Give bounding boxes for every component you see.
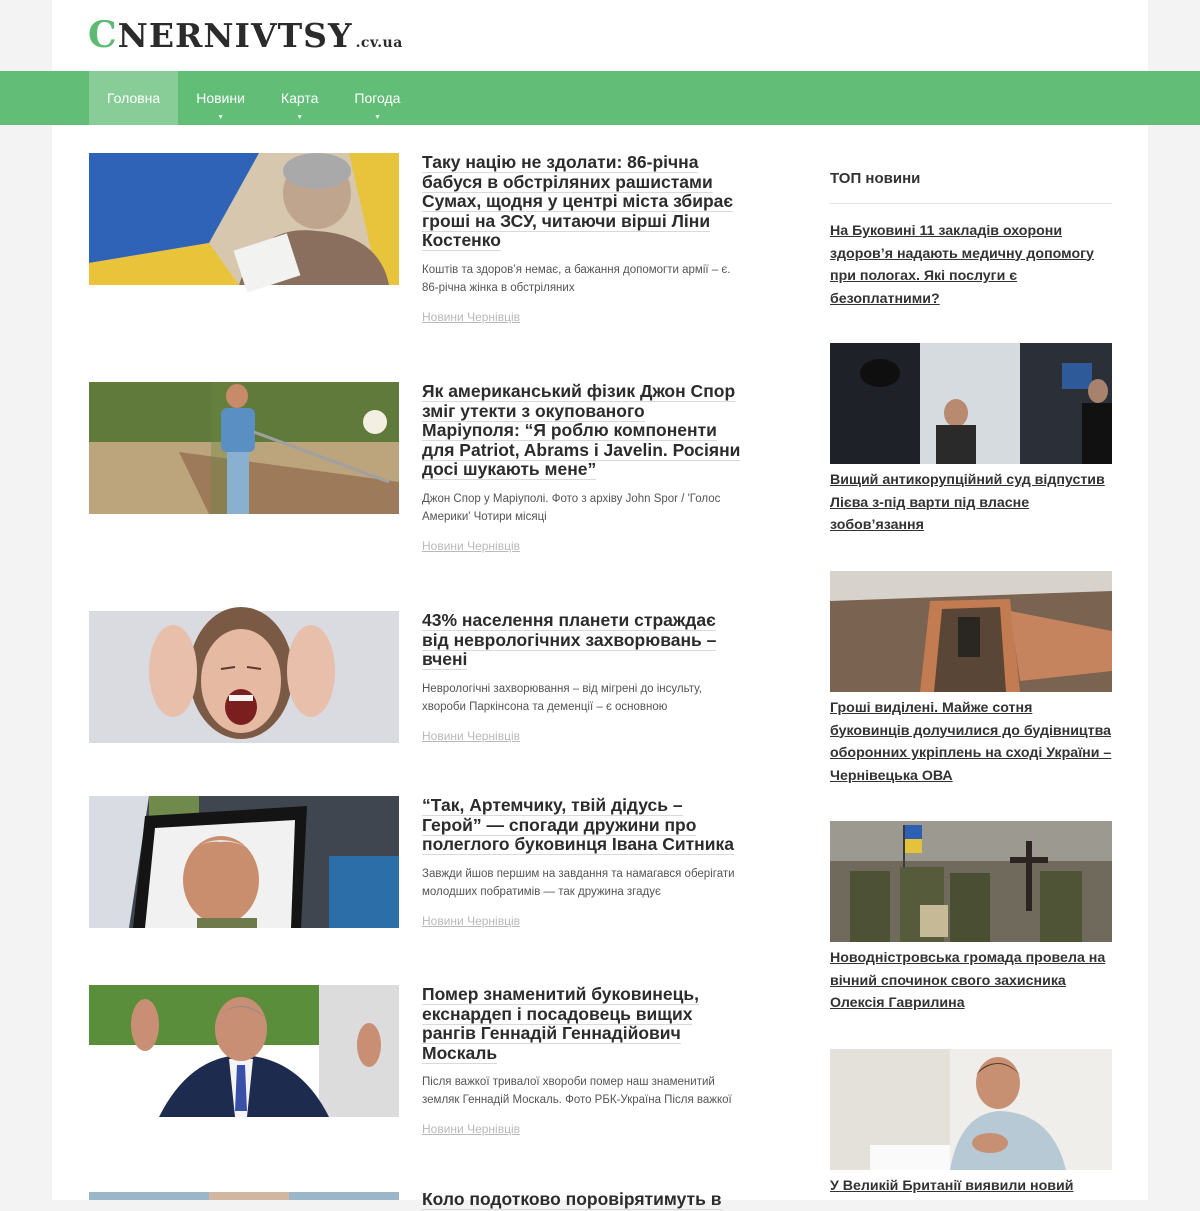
sidebar-news-item [830,821,1112,1015]
article-thumbnail[interactable] [89,382,399,514]
sidebar-news-link[interactable]: Новодністровська громада провела на вічний спочинок свого захисника Олексія Гаврилина [830,950,1106,1011]
screaming-woman-photo-icon [89,611,399,743]
partial-photo-icon [89,1192,399,1200]
nav-item-news[interactable] [178,71,263,125]
article-item [89,382,744,562]
article-thumbnail[interactable] [89,985,399,1117]
article-body [422,153,744,326]
coughing-man-photo-icon [830,1049,1112,1170]
sidebar-news-link[interactable]: Гроші виділені. Майже сотня буковинців долучилися до будівництва оборонних укріплень на сході України – Чернівецька ОВА [830,700,1112,784]
caret-down-icon: ▼ [373,114,381,121]
article-title[interactable]: 43% населення планети страждає від неврологічних захворювань – вчені [422,610,717,670]
courtroom-photo-icon [830,343,1112,464]
sidebar-news-image[interactable] [830,343,1112,464]
sidebar-news-link[interactable]: На Буковині 11 закладів охорони здоров’я надають медичну допомогу при пологах. Які послуги є безоплатними? [830,223,1094,307]
article-thumbnail[interactable] [89,1192,399,1200]
article-thumbnail[interactable] [89,611,399,743]
sidebar-news-item [830,220,1112,310]
trench-photo-icon [830,571,1112,692]
article-title[interactable]: Як американський фізик Джон Спор зміг утекти з окупованого Маріуполя: “Я роблю компоненти для Patriot, Abrams і Javelin. Росіяни досі шукають мене” [422,381,741,480]
article-excerpt: Коштів та здоров’я немає, а бажання допомогти армії – є. 86-річна жінка в обстріляних [422,263,731,294]
nav-item-label: Головна [107,90,161,106]
nav-item-label: Карта [280,90,319,106]
logo-domain: .cv.ua [355,35,403,51]
article-title[interactable]: Коло подотково поровірятимуть в [422,1189,722,1209]
article-item [89,1189,744,1209]
sidebar-news-image[interactable] [830,1049,1112,1170]
article-excerpt: Джон Спор у Маріуполі. Фото з архіву John Spor / 'Голос Америки' Чотири місяці [422,492,721,523]
article-item [89,153,744,333]
article-body [422,382,744,555]
article-item [89,611,744,751]
sidebar-news-image[interactable] [830,571,1112,692]
sidebar-news-image[interactable] [830,821,1112,942]
article-thumbnail[interactable] [89,796,399,928]
site-header [0,0,1200,71]
framed-portrait-photo-icon [89,796,399,928]
article-title[interactable]: “Так, Артемчику, твій дідусь – Герой” — спогади дружини про полеглого буковинця Івана Ситника [422,795,735,855]
article-body [422,611,744,745]
nav-item-home[interactable] [89,71,178,125]
sidebar-news-link[interactable]: Вищий антикорупційний суд відпустив Лієва з-під варти під власне зобов’язання [830,472,1105,533]
article-category-link[interactable]: Новини Чернівців [422,538,521,553]
site-logo[interactable] [88,14,403,56]
article-excerpt: Завжди йшов першим на завдання та намагався оберігати молодших побратимів — так дружина згадує [422,867,735,898]
article-excerpt: Після важкої тривалої хвороби помер наш знаменитий земляк Геннадій Москаль. Фото РБК-Україна Після важкої [422,1076,732,1107]
man-in-park-photo-icon [89,382,399,514]
sidebar-news-item [830,1049,1112,1198]
sidebar-news-item [830,571,1112,787]
sidebar-news-link[interactable]: У Великій Британії виявили новий [830,1178,1074,1194]
article-body [422,796,744,930]
nav-item-label: Погода [354,90,401,106]
article-category-link[interactable]: Новини Чернівців [422,1122,521,1137]
sidebar-news-item [830,343,1112,537]
article-body [422,1189,744,1211]
funeral-procession-photo-icon [830,821,1112,942]
sidebar-top-news [830,160,1112,1194]
caret-down-icon: ▼ [217,114,225,121]
article-body [422,985,744,1138]
caret-down-icon: ▼ [296,114,304,121]
article-category-link[interactable]: Новини Чернівців [422,728,521,743]
article-excerpt: Неврологічні захворювання – від мігрені до інсульту, хвороби Паркінсона та деменції – є основною [422,682,702,713]
politician-speaking-photo-icon [89,985,399,1117]
article-item [89,985,744,1145]
main-nav [0,71,1200,125]
logo-text: NERNIVTSY [117,16,353,55]
article-thumbnail[interactable] [89,153,399,285]
article-category-link[interactable]: Новини Чернівців [422,309,521,324]
logo-letter: C [88,14,118,56]
sidebar-title: ТОП новини [830,160,1112,204]
nav-item-label: Новини [196,90,245,106]
nav-menu [89,71,418,125]
elderly-woman-with-flag-photo-icon [89,153,399,285]
article-title[interactable]: Таку націю не здолати: 86-річна бабуся в обстріляних рашистами Сумах, щодня у центрі міста збирає гроші на ЗСУ, читаючи вірші Ліни Костенко [422,152,734,251]
nav-item-weather[interactable] [336,71,418,125]
article-item [89,796,744,936]
article-title[interactable]: Помер знаменитий буковинець, екснардеп і посадовець вищих рангів Геннадій Геннадійович Москаль [422,984,699,1063]
nav-item-map[interactable] [263,71,336,125]
article-category-link[interactable]: Новини Чернівців [422,913,521,928]
